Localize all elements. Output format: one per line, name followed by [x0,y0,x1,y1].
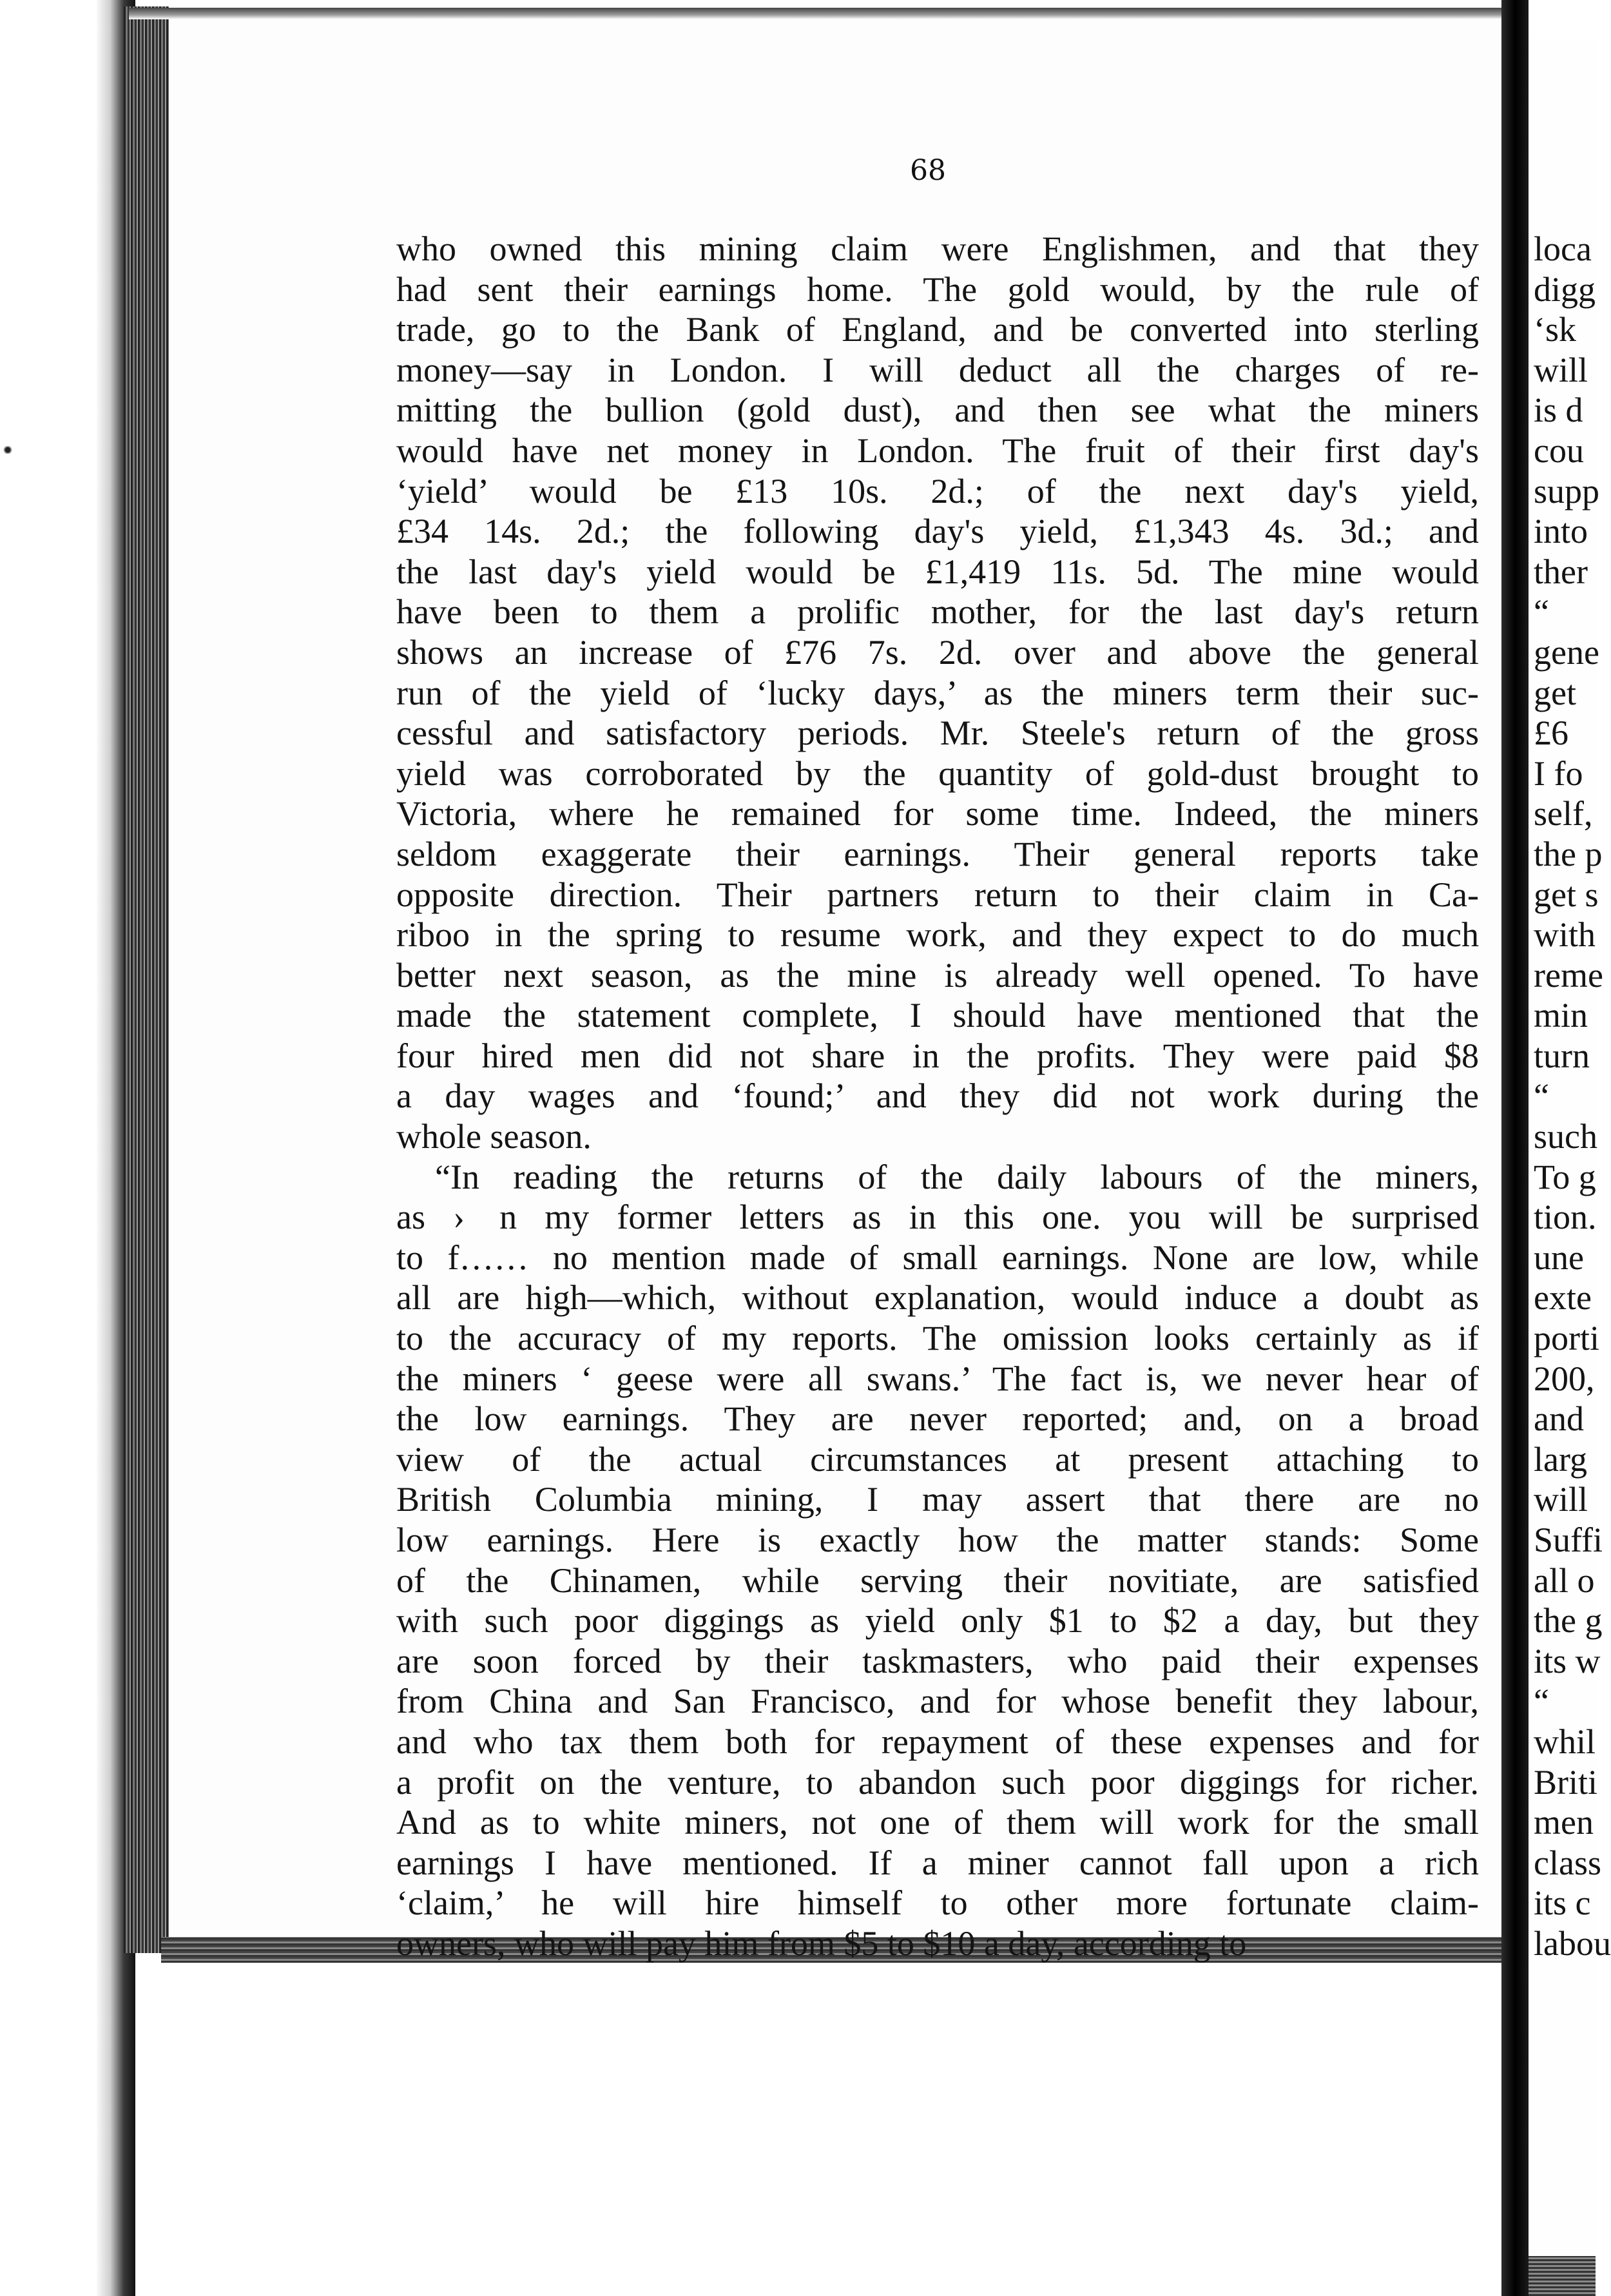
right-page-fragment: £6 [1534,714,1568,753]
right-page-fragment: supp [1534,471,1600,511]
text-line: ‘claim,’ he will hire himself to other more fortunate claim- [396,1883,1479,1923]
text-line: of the Chinamen, while serving their novitiate, are satisfied [396,1561,1479,1600]
right-page-fragment: get [1534,673,1576,712]
text-line: to the accuracy of my reports. The omission looks certainly as if [396,1319,1479,1358]
right-page-fragment: and [1534,1399,1584,1439]
text-line: ‘yield’ would be £13 10s. 2d.; of the next day's yield, [396,471,1479,511]
text-line: the miners ‘ geese were all swans.’ The fact is, we never hear of [396,1359,1479,1398]
text-line: And as to white miners, not one of them will work for the small [396,1803,1479,1842]
right-page-fragment: cou [1534,431,1584,470]
text-line: £34 14s. 2d.; the following day's yield, £1,343 4s. 3d.; and [396,512,1479,551]
right-page-fragment: self, [1534,794,1593,833]
right-page-fragment: ‘sk [1534,310,1576,349]
text-line: yield was corroborated by the quantity of gold-dust brought to [396,754,1479,793]
right-page-fragment: “ [1534,1682,1549,1721]
text-line: better next season, as the mine is already well opened. To have [396,955,1479,995]
right-page-fragment: I fo [1534,754,1583,793]
text-line: to f…… no mention made of small earnings. None are low, while [396,1238,1479,1277]
right-page-fragment: with [1534,915,1596,955]
right-page-fragment: min [1534,996,1588,1035]
text-line: earnings I have mentioned. If a miner cannot fall upon a rich [396,1843,1479,1882]
right-page-fragment: get s [1534,875,1599,914]
right-page-fragment: whil [1534,1722,1596,1761]
text-line: British Columbia mining, I may assert that there are no [396,1480,1479,1519]
right-page-fragment: the p [1534,834,1603,873]
right-page-fragment: ther [1534,552,1588,591]
text-line: mitting the bullion (gold dust), and then see what the miners [396,391,1479,430]
right-page-fragment: “ [1534,592,1549,632]
right-page-fragment: is d [1534,391,1583,430]
text-line: trade, go to the Bank of England, and be converted into sterling [396,310,1479,349]
text-line: had sent their earnings home. The gold would, by the rule of [396,269,1479,309]
text-line: four hired men did not share in the profits. They were paid $8 [396,1036,1479,1075]
text-line: are soon forced by their taskmasters, who paid their expenses [396,1641,1479,1680]
right-page-fragment: Briti [1534,1762,1598,1802]
right-page-fragment: will [1534,1480,1588,1519]
page-edge-stack [124,6,169,1953]
right-page-fragment: men [1534,1803,1594,1842]
right-page-fragment: the g [1534,1601,1603,1640]
right-page-fragment: To g [1534,1157,1596,1196]
text-line: seldom exaggerate their earnings. Their general reports take [396,834,1479,873]
text-line: money—say in London. I will deduct all the charges of re- [396,350,1479,389]
right-page-fragment: class [1534,1843,1601,1882]
right-page-fragment: exte [1534,1278,1592,1318]
text-line: owners, who will pay him from $5 to $10 a day, according to [396,1923,1247,1963]
page-top-edge [129,8,1508,19]
page-number: 68 [910,154,946,187]
right-page-fragment: Suffi [1534,1521,1603,1559]
text-line: all are high—which, without explanation, would induce a doubt as [396,1278,1479,1318]
scan-speck [3,446,13,454]
text-line: cessful and satisfactory periods. Mr. Steele's return of the gross [396,714,1479,753]
text-line: a profit on the venture, to abandon such poor diggings for richer. [396,1762,1479,1802]
right-page-fragment: such [1534,1117,1597,1156]
text-line: view of the actual circumstances at present attaching to [396,1439,1479,1479]
text-line: with such poor diggings as yield only $1 to $2 a day, but they [396,1601,1479,1640]
body-text [396,229,1479,1964]
right-page-fragment: all o [1534,1561,1595,1600]
text-line: the low earnings. They are never reported; and, on a broad [396,1399,1479,1439]
text-line: run of the yield of ‘lucky days,’ as the miners term their suc- [396,673,1479,712]
right-page-fragment: 200, [1534,1359,1595,1398]
right-page-fragment: larg [1534,1439,1587,1479]
right-page-text-fragments [1534,229,1611,1964]
text-line: who owned this mining claim were Englishmen, and that they [396,229,1479,268]
text-line: would have net money in London. The fruit of their first day's [396,431,1479,470]
right-page-fragment: its w [1534,1641,1601,1680]
right-page-bottom-edge [1529,2256,1596,2296]
right-page-fragment: reme [1534,955,1603,995]
text-line: as › n my former letters as in this one. you will be surprised [396,1198,1479,1237]
right-page-fragment: porti [1534,1319,1599,1358]
text-line: shows an increase of £76 7s. 2d. over and above the general [396,632,1479,672]
text-line: riboo in the spring to resume work, and they expect to do much [396,915,1479,955]
right-page-fragment: its c [1534,1883,1591,1923]
text-line: opposite direction. Their partners return to their claim in Ca- [396,875,1479,914]
right-page-fragment: loca [1534,229,1592,268]
text-line: have been to them a prolific mother, for the last day's return [396,592,1479,632]
text-line: Victoria, where he remained for some time. Indeed, the miners [396,794,1479,833]
text-line: “In reading the returns of the daily labours of the miners, [435,1157,1479,1196]
right-page-fragment: labou [1534,1923,1611,1963]
text-line: whole season. [396,1117,592,1156]
text-line: from China and San Francisco, and for whose benefit they labour, [396,1682,1479,1721]
text-line: and who tax them both for repayment of these expenses and for [396,1722,1479,1761]
right-page-fragment: tion. [1534,1198,1597,1237]
right-page-fragment: will [1534,350,1588,389]
book-gutter [1501,0,1529,2296]
right-page-fragment: une [1534,1238,1584,1277]
text-line: the last day's yield would be £1,419 11s. 5d. The mine would [396,552,1479,591]
text-line: made the statement complete, I should have mentioned that the [396,996,1479,1035]
text-line: a day wages and ‘found;’ and they did not work during the [396,1076,1479,1116]
right-page-fragment: gene [1534,632,1599,672]
text-line: low earnings. Here is exactly how the matter stands: Some [396,1521,1479,1559]
right-page-fragment: “ [1534,1076,1549,1116]
right-page-fragment: digg [1534,269,1596,309]
right-page-fragment: turn [1534,1036,1590,1075]
right-page-fragment: into [1534,512,1588,551]
